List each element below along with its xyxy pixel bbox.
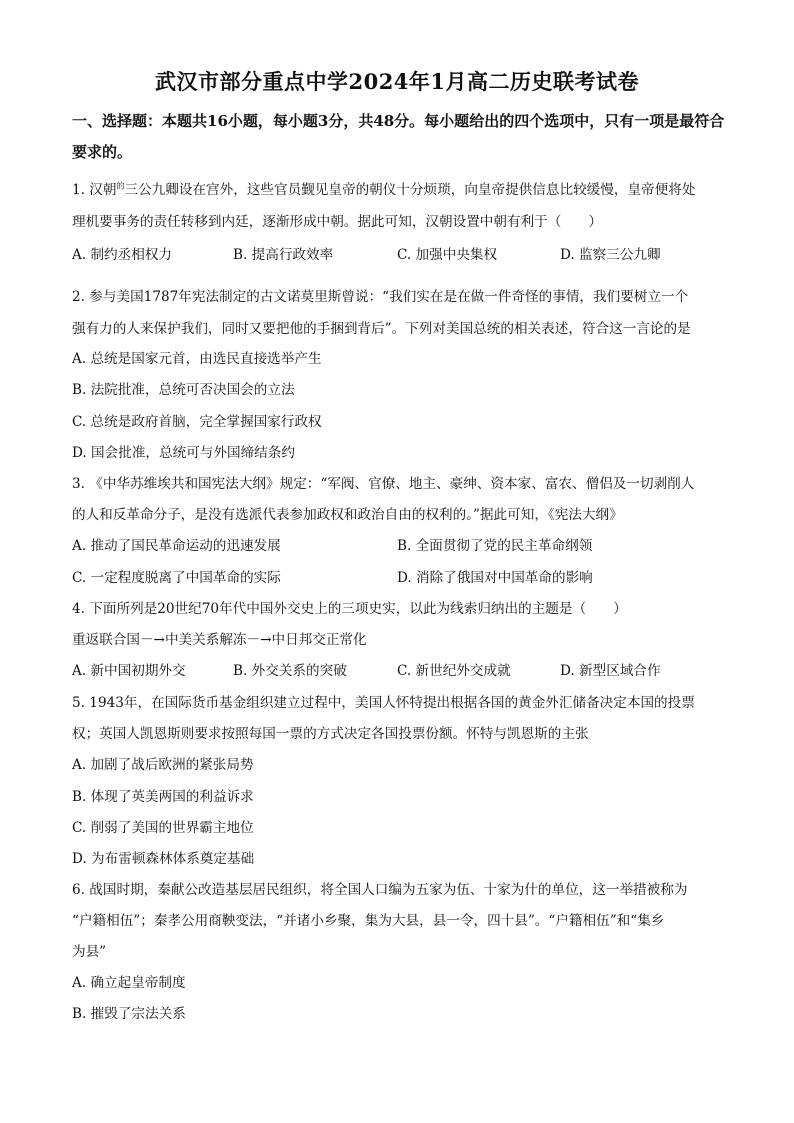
q1-option-c[interactable]: C. 加强中央集权 <box>397 247 498 263</box>
q1-option-a[interactable]: A. 制约丞相权力 <box>72 247 173 263</box>
q6-line-2: “户籍相伍”；秦孝公用商鞅变法，“并诸小乡聚，集为大县，县一令，四十县”。“户籍相伍”和“集乡 <box>72 913 665 929</box>
q3-line-1: 3. 《中华苏维埃共和国宪法大纲》规定：“军阀、官僚、地主、豪绅、资本家、富农、僧侣及一切剥削人 <box>72 476 695 492</box>
q3-option-d[interactable]: D. 消除了俄国对中国革命的影响 <box>397 570 593 586</box>
q5-option-d[interactable]: D. 为布雷顿森林体系奠定基础 <box>72 851 255 867</box>
q1-line-1: 1. 汉朝$^的$三公九卿设在宫外，这些官员觐见皇帝的朝仪十分烦琐，向皇帝提供信息比较缓慢，皇帝便将处 <box>72 181 696 198</box>
q6-line-1: 6. 战国时期，秦献公改造基层居民组织，将全国人口编为五家为伍、十家为什的单位，这一举措被称为 <box>72 882 688 898</box>
q2-option-b[interactable]: B. 法院批准，总统可否决国会的立法 <box>72 382 295 398</box>
q2-option-c[interactable]: C. 总统是政府首脑，完全掌握国家行政权 <box>72 414 322 430</box>
page-title: 武汉市部分重点中学2024年1月高二历史联考试卷 <box>154 69 640 94</box>
q5-option-a[interactable]: A. 加剧了战后欧洲的紧张局势 <box>72 757 254 773</box>
q2-line-2: 强有力的人来保护我们，同时又要把他的手捆到背后”。下列对美国总统的相关表述，符合这一言论的是 <box>72 321 691 337</box>
q2-option-d[interactable]: D. 国会批准，总统可与外国缔结条约 <box>72 445 295 461</box>
q4-option-a[interactable]: A. 新中国初期外交 <box>72 663 186 679</box>
q5-option-c[interactable]: C. 削弱了美国的世界霸主地位 <box>72 820 254 836</box>
q6-option-b[interactable]: B. 摧毁了宗法关系 <box>72 1006 186 1022</box>
q4-option-d[interactable]: D. 新型区域合作 <box>560 663 661 679</box>
q4-option-c[interactable]: C. 新世纪外交成就 <box>397 663 511 679</box>
q1-option-b[interactable]: B. 提高行政效率 <box>233 247 334 263</box>
q3-option-c[interactable]: C. 一定程度脱离了中国革命的实际 <box>72 570 281 586</box>
q3-option-a[interactable]: A. 推动了国民革命运动的迅速发展 <box>72 538 281 554</box>
q6-option-a[interactable]: A. 确立起皇帝制度 <box>72 975 186 991</box>
q1-line-2: 理机要事务的责任转移到内廷，逐渐形成中朝。据此可知，汉朝设置中朝有利于（ ） <box>72 214 603 230</box>
q2-option-a[interactable]: A. 总统是国家元首，由选民直接选举产生 <box>72 351 322 367</box>
q3-line-2: 的人和反革命分子，是没有选派代表参加政权和政治自由的权利的。”据此可知，《宪法大纲》 <box>72 507 623 523</box>
q1-superscript: 的 <box>116 181 125 191</box>
section-heading: 一、选择题：本题共16小题，每小题3分，共48分。每小题给出的四个选项中，只有一项是最符合要求的。 <box>72 112 725 161</box>
q1-option-d[interactable]: D. 监察三公九卿 <box>560 247 661 263</box>
q5-line-2: 权；英国人凯恩斯则要求按照每国一票的方式决定各国投票份额。怀特与凯恩斯的主张 <box>72 726 589 742</box>
q4-option-b[interactable]: B. 外交关系的突破 <box>233 663 347 679</box>
q5-option-b[interactable]: B. 体现了英美两国的利益诉求 <box>72 789 254 805</box>
q5-line-1: 5. 1943年，在国际货币基金组织建立过程中，美国人怀特提出根据各国的黄金外汇储备决定本国的投票 <box>72 695 695 711</box>
q4-line-2: 重返联合国－→中美关系解冻－→中日邦交正常化 <box>72 632 367 648</box>
q2-line-1: 2. 参与美国1787年宪法制定的古文诺莫里斯曾说：“我们实在是在做一件奇怪的事情，我们要树立一个 <box>72 289 689 305</box>
q3-option-b[interactable]: B. 全面贯彻了党的民主革命纲领 <box>397 538 593 554</box>
q6-line-3: 为县” <box>72 944 107 960</box>
q4-line-1: 4. 下面所列是20世纪70年代中国外交史上的三项史实，以此为线索归纳出的主题是（ ） <box>72 601 627 617</box>
